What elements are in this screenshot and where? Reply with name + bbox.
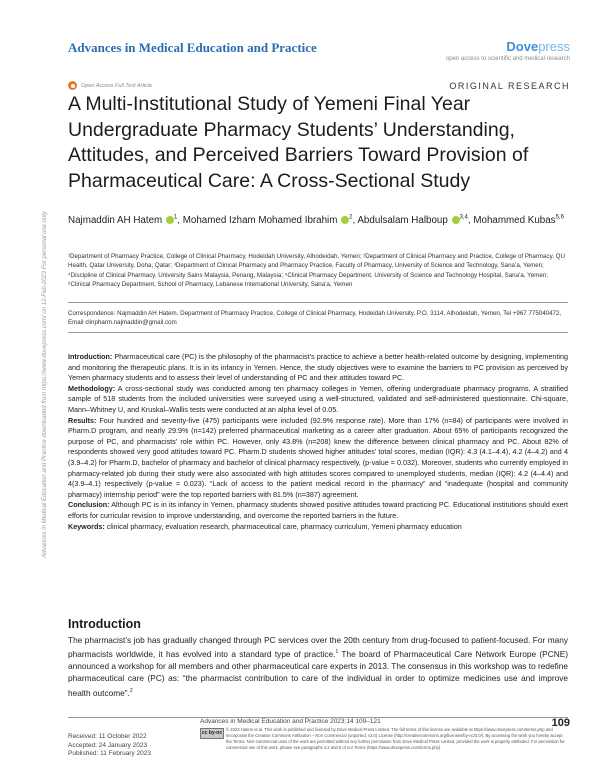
page-number: 109 xyxy=(551,717,570,729)
received-date: Received: 11 October 2022 xyxy=(68,733,147,740)
open-access-label: Open Access Full Text Article xyxy=(81,82,153,89)
orcid-icon[interactable] xyxy=(452,216,460,224)
license-text: © 2023 Hatem et al. This work is published and licensed by Dove Medical Press Limited. The full terms of this license are available at https://www.dovepress.com/terms.php and incorporate the Creative Commons Attribution – Non Commercial (unported, v3.0) License (http://creativecommons.org/licenses/by-nc/3.0/). By accessing the work you hereby accept the Terms. Non-commercial uses of the work are permitted without any further permission from Dove Medical Press Limited, provided the work is properly attributed. For permission for commercial use of this work, please see paragraphs 4.2 and 5 of our Terms (https://www.dovepress.com/terms.php). xyxy=(226,727,565,750)
publisher-name-b: press xyxy=(538,39,570,54)
abstract xyxy=(68,352,568,532)
abstract-results: Results: Four hundred and seventy-five (475) participants were included (92.9% response rate). More than 17% (n=84) of participants were involved in Pharm.D program, and nearly 29.9% (n=142) preferred pharmaceutical marketing as a career after graduation. About 65% of participants recognized the purpose of PC, and pharmacists’ role within PC. However, only 43.8% (n=208) knew the difference between clinical pharmacy and PC. About 82% of respondents showed very good attitudes toward PC. Pharm.D students showed higher attitudes’ total scores, median (IQR): 4.3 (4.1–4.4), 4.2 (4–4.2) and 4 (3.9–4.2) for Pharm.D, bachelor of pharmacy and bachelor of clinical pharmacy respectively, (p-value = 0.032). Moreover, students who currently employed in pharmacy-related job during their study were also associated with high attitudes scores compared to unemployed students, median (IQR): 4.2 (4–4.4) and 4(3.9–4.1) respectively (p-value = 0.023). “Lack of access to the patient medical record in the pharmacy” and “inadequate (hospital and community pharmacy) internship period” were the top reported barriers with 81.5% (n=387) agreement. xyxy=(68,415,568,499)
abstract-methodology: Methodology: A cross-sectional study was conducted among ten pharmacy colleges in Yemen, offering undergraduate pharmacy programs. A stratified sample of 518 students from the included universities were surveyed using a well-structured, validated and self-administered questionnaire. Chi-square, Mann–Whitney U, and Kruskal–Wallis tests were conducted at an alpha level of 0.05. xyxy=(68,383,568,414)
creative-commons-badge[interactable]: cc by-nc xyxy=(200,728,224,739)
open-access-icon xyxy=(68,81,77,90)
publication-dates xyxy=(68,733,151,759)
abstract-conclusion: Conclusion: Although PC is in its infancy in Yemen, pharmacy students showed positive attitudes toward practicing PC. Educational institutions should exert efforts for curricular revision to improve understanding, and overcome the reported barriers in the future. xyxy=(68,500,568,520)
reference-link[interactable]: 2 xyxy=(129,687,133,694)
abstract-introduction: Introduction: Pharmaceutical care (PC) is the philosophy of the pharmacist’s practice to achieve a better health-related outcome by designing, implementing and monitoring the therapeutic plans. It is in its infancy in Yemen. Hence, the study objectives were to examine the barriers to PC provision as perceived by Yemen pharmacy students and to assess their level of understanding of PC and their attitudes toward PC. xyxy=(68,352,568,383)
orcid-icon[interactable] xyxy=(166,216,174,224)
author-2[interactable]: Mohamed Izham Mohamed Ibrahim $^2$, xyxy=(182,215,356,227)
divider xyxy=(68,332,568,333)
footer-citation: Advances in Medical Education and Practice 2023:14 109–121 xyxy=(200,718,381,725)
author-list xyxy=(68,211,568,228)
download-watermark: Advances in Medical Education and Practice downloaded from https://www.dovepress.com/ on 12-Feb-2023 For personal use only. xyxy=(42,210,48,558)
open-access-badge xyxy=(68,81,152,90)
correspondence: Correspondence: Najmaddin AH Hatem, Department of Pharmacy Practice, College of Clinical Pharmacy, Hodeidah University, P.O. 3114, Alhodeidah, Yemen, Tel +967 775040472, Email clinpharm.najmaddin@gmail.com xyxy=(68,310,562,327)
divider xyxy=(68,302,568,303)
publisher-tagline: open access to scientific and medical research xyxy=(445,56,570,62)
reference-link[interactable]: 1 xyxy=(335,649,339,656)
author-3[interactable]: Abdulsalam Halboup $^{3,4}$, xyxy=(357,215,471,227)
author-4[interactable]: Mohammed Kubas$^{5,6}$ xyxy=(473,215,564,227)
publisher-logo xyxy=(506,39,570,54)
section-heading-introduction: Introduction xyxy=(68,617,141,631)
orcid-icon[interactable] xyxy=(341,216,349,224)
accepted-date: Accepted: 24 January 2023 xyxy=(68,741,148,749)
publisher-name-a: Dove xyxy=(506,39,539,54)
introduction-paragraph: The pharmacist’s job has gradually changed through PC services over the 20th century from drug-focused to patient-focused. For many pharmacists worldwide, it has evolved into a standard type of practice.$^1$ The board of Pharmaceutical Care Network Europe (PCNE) announced a workshop for all members and other pharmaceutical care experts in 2013. The consensus in this workshop was to redefine pharmaceutical care (PC) as: “the pharmacist contribution to care of the individual in order to optimize medicines use and improve health outcome”.$^2$ xyxy=(68,635,569,698)
affiliations: ¹Department of Pharmacy Practice, College of Clinical Pharmacy, Hodeidah University, Alhodeidah, Yemen; ²Department of Clinical Pharmacy and Practice, College of Pharmacy, QU Health, Qatar University, Doha, Qatar; ³Department of Clinical Pharmacy and Pharmacy Practice, Faculty of Pharmacy, University of Science and Technology, Sana’a, Yemen; ⁴Discipline of Clinical Pharmacy, University Sains Malaysia, Penang, Malaysia; ⁵Clinical Pharmacy Department, University of Science and Technology Hospital, Sana’a, Yemen; ⁶Clinical Pharmacy Department, School of Pharmacy, Lebanese International University, Sana’a, Yemen xyxy=(68,253,565,289)
published-date: Published: 11 February 2023 xyxy=(68,750,151,757)
abstract-keywords: Keywords: clinical pharmacy, evaluation research, pharmaceutical care, pharmacy curriculum, Yemeni pharmacy education xyxy=(68,521,462,531)
author-1[interactable]: Najmaddin AH Hatem $^1$, xyxy=(68,215,181,227)
journal-title: Advances in Medical Education and Practice xyxy=(68,40,317,55)
article-title: A Multi-Institutional Study of Yemeni Final Year Undergraduate Pharmacy Students’ Understanding, Attitudes, and Perceived Barriers Toward Provision of Pharmaceutical Care: A Cross-Sectional Study xyxy=(68,93,529,192)
article-type: ORIGINAL RESEARCH xyxy=(449,81,570,91)
